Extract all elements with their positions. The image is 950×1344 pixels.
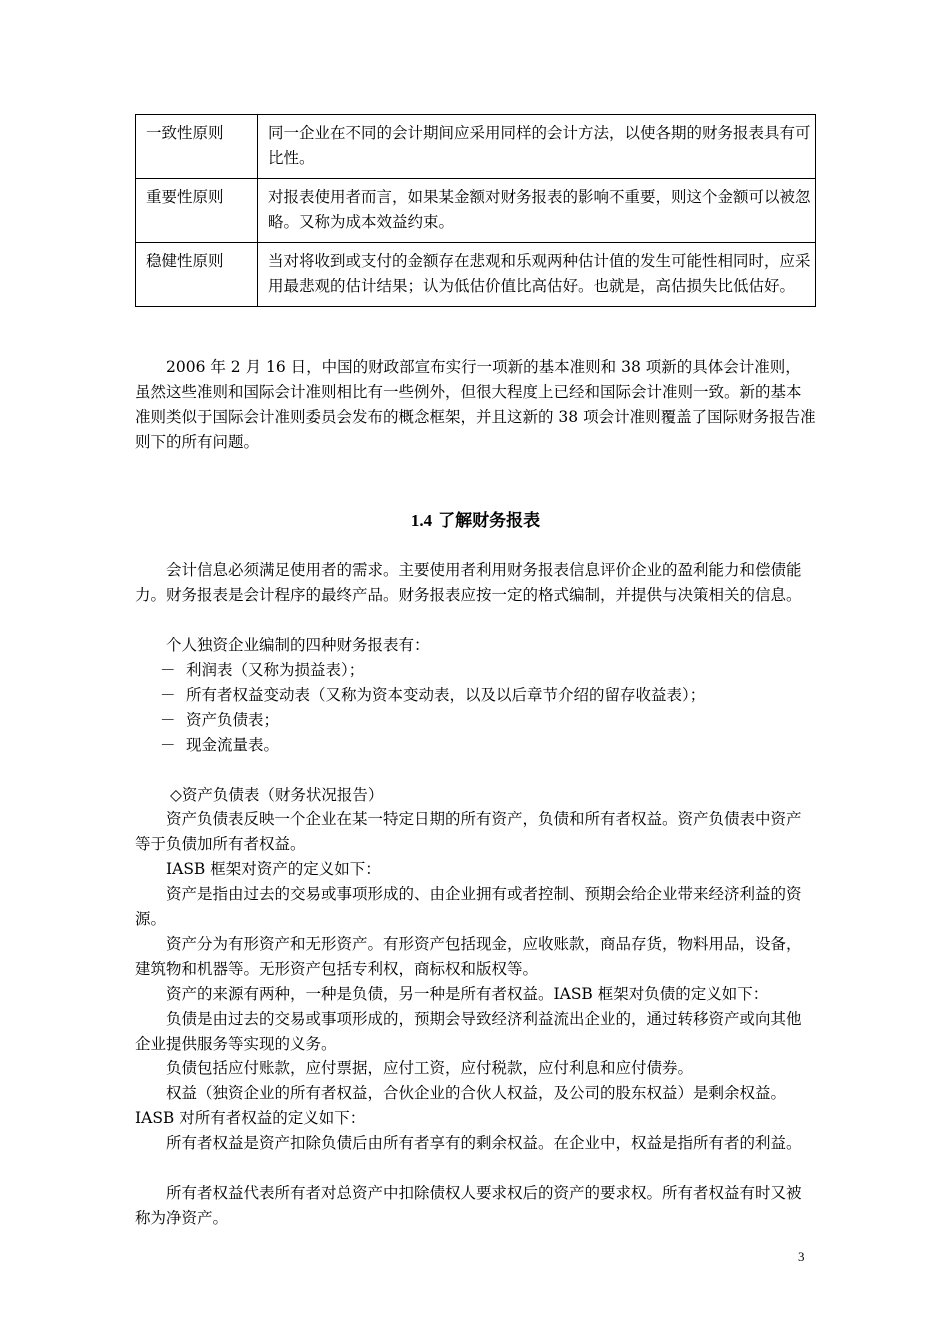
dash-bullet: － <box>160 736 176 754</box>
table-row <box>136 115 816 179</box>
principles-table <box>135 114 816 307</box>
dash-bullet: － <box>160 686 176 704</box>
balance-sheet-heading: ◇资产负债表（财务状况报告） <box>170 786 384 804</box>
list-item <box>160 708 279 733</box>
dash-bullet: － <box>160 711 176 729</box>
principle-name: 一致性原则 <box>136 115 258 179</box>
paragraph: 所有者权益是资产扣除负债后由所有者享有的剩余权益。在企业中，权益是指所有者的利益。 <box>166 1134 802 1152</box>
list-item <box>160 733 279 758</box>
principle-description: 对报表使用者而言，如果某金额对财务报表的影响不重要，则这个金额可以被忽略。又称为成本效益约束。 <box>258 179 816 243</box>
paragraph: 权益（独资企业的所有者权益，合伙企业的合伙人权益，及公司的股东权益）是剩余权益。IASB 对所有者权益的定义如下： <box>135 1084 787 1127</box>
paragraph: 负债是由过去的交易或事项形成的，预期会导致经济利益流出企业的，通过转移资产或向其他企业提供服务等实现的义务。 <box>135 1010 802 1053</box>
paragraph-accounting-info: 会计信息必须满足使用者的需求。主要使用者利用财务报表信息评价企业的盈利能力和偿债能力。财务报表是会计程序的最终产品。财务报表应按一定的格式编制，并提供与决策相关的信息。 <box>135 561 802 604</box>
paragraph: 资产负债表反映一个企业在某一特定日期的所有资产，负债和所有者权益。资产负债表中资产等于负债加所有者权益。 <box>135 810 802 853</box>
table-row <box>136 243 816 307</box>
paragraph: 资产是指由过去的交易或事项形成的、由企业拥有或者控制、预期会给企业带来经济利益的资源。 <box>135 885 802 928</box>
list-item-text: 利润表（又称为损益表）； <box>186 661 365 679</box>
list-item-text: 所有者权益变动表（又称为资本变动表，以及以后章节介绍的留存收益表）； <box>186 686 706 704</box>
table-row <box>136 179 816 243</box>
paragraph-2006-standards: 2006 年 2 月 16 日，中国的财政部宣布实行一项新的基本准则和 38 项新的具体会计准则，虽然这些准则和国际会计准则相比有一些例外，但很大程度上已经和国际会计准则一致。新的基本准则类似于国际会计准则委员会发布的概念框架，并且这新的 38 项会计准则覆盖了国际财务报告准则下的所有问题。 <box>135 358 816 451</box>
list-item-text: 现金流量表。 <box>186 736 280 754</box>
principle-description: 当对将收到或支付的金额存在悲观和乐观两种估计值的发生可能性相同时，应采用最悲观的估计结果；认为低估价值比高估好。也就是，高估损失比低估好。 <box>258 243 816 307</box>
list-item <box>160 683 705 708</box>
list-item <box>160 658 364 683</box>
paragraph: 资产的来源有两种，一种是负债，另一种是所有者权益。IASB 框架对负债的定义如下： <box>166 985 769 1003</box>
section-heading <box>135 507 816 535</box>
paragraph: 负债包括应付账款，应付票据，应付工资，应付税款，应付利息和应付债券。 <box>166 1059 694 1077</box>
principle-name: 稳健性原则 <box>136 243 258 307</box>
list-intro: 个人独资企业编制的四种财务报表有： <box>166 636 430 654</box>
paragraph: 资产分为有形资产和无形资产。有形资产包括现金，应收账款，商品存货，物料用品，设备，建筑物和机器等。无形资产包括专利权，商标权和版权等。 <box>135 935 802 978</box>
dash-bullet: － <box>160 661 176 679</box>
principle-name: 重要性原则 <box>136 179 258 243</box>
principle-description: 同一企业在不同的会计期间应采用同样的会计方法，以使各期的财务报表具有可比性。 <box>258 115 816 179</box>
section-number: 1.4 <box>410 511 433 530</box>
paragraph: 所有者权益代表所有者对总资产中扣除债权人要求权后的资产的要求权。所有者权益有时又被称为净资产。 <box>135 1184 802 1227</box>
list-item-text: 资产负债表； <box>186 711 280 729</box>
paragraph: IASB 框架对资产的定义如下： <box>166 860 381 878</box>
section-title: 了解财务报表 <box>438 511 541 531</box>
page-number: 3 <box>798 1249 805 1264</box>
